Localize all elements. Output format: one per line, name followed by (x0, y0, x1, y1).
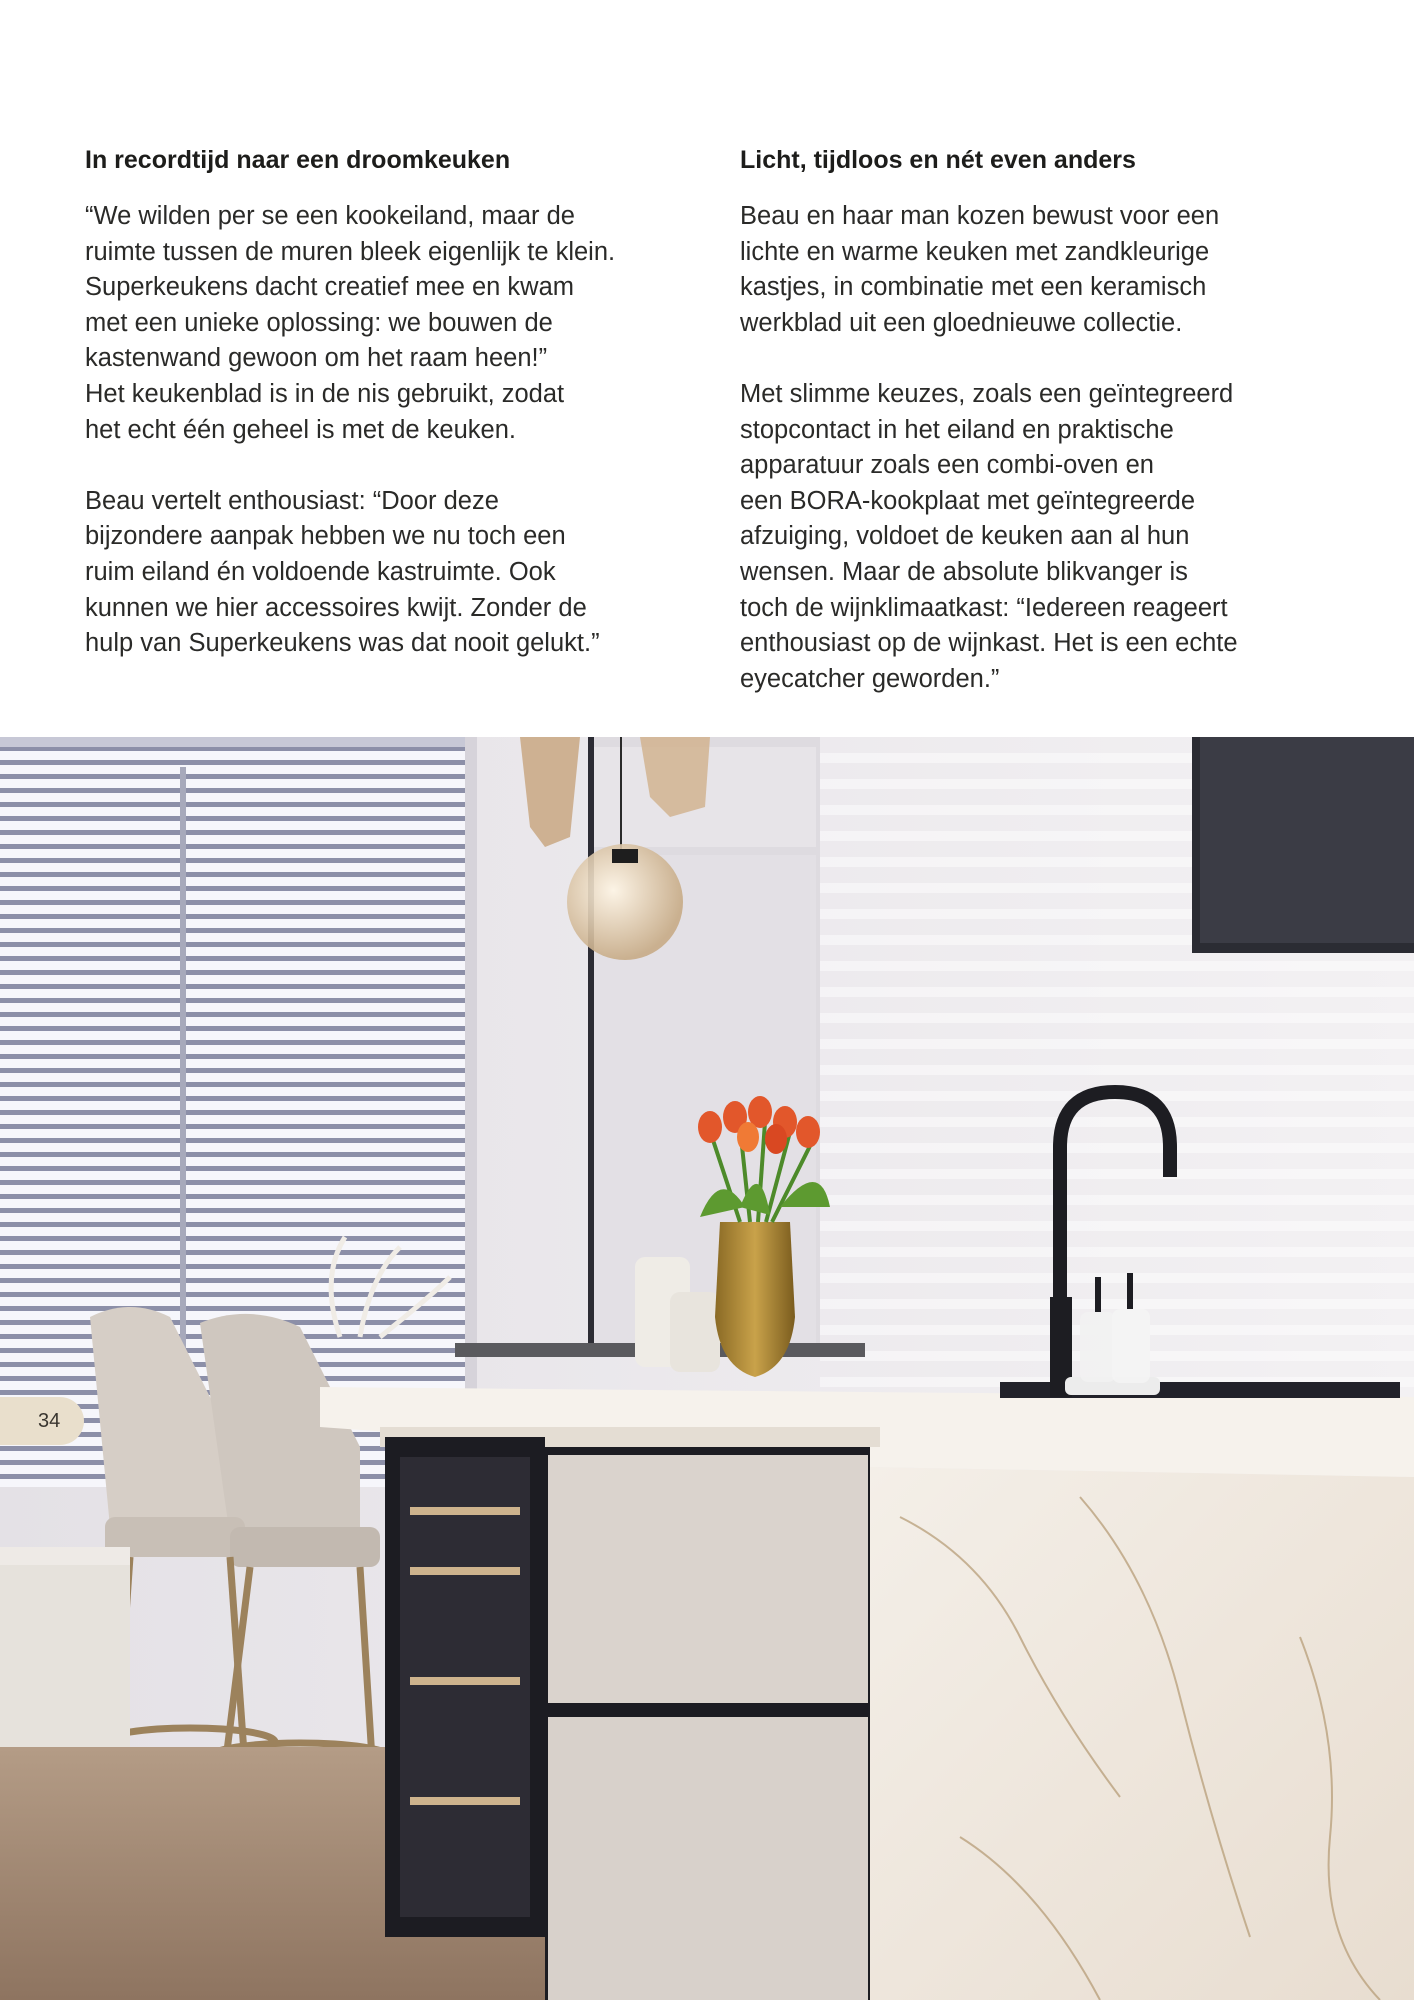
island-marble-panel (870, 1467, 1414, 2000)
left-heading: In recordtijd naar een droomkeuken (85, 146, 511, 174)
page-number-tab (0, 1397, 84, 1445)
right-column (740, 143, 1310, 697)
right-heading: Licht, tijdloos en nét even anders (740, 146, 1136, 174)
right-paragraph-1: Beau en haar man kozen bewust voor een lichte en warme keuken met zandkleurige kastjes, in combinatie met een keramisch werkblad uit een gloednieuwe collectie. (740, 202, 1220, 337)
left-paragraph-2: Beau vertelt enthousiast: “Door deze bijzondere aanpak hebben we nu toch een ruim eiland én voldoende kastruimte. Ook kunnen we hier accessoires kwijt. Zonder de hulp van Superkeukens was dat nooit gelukt.” (85, 486, 600, 658)
right-paragraph-2: Met slimme keuzes, zoals een geïntegreerd stopcontact in het eiland en praktische apparatuur zoals een combi-oven en een BORA-kookplaat met geïntegreerde afzuiging, voldoet de keuken aan al hun wensen. Maar de absolute blikvanger is toch de wijnklimaatkast: “Iedereen reageert enthousiast op de wijnkast. Het is een echte eyecatcher geworden.” (740, 379, 1238, 693)
left-paragraph-1: “We wilden per se een kookeiland, maar de ruimte tussen de muren bleek eigenlijk te klein. Superkeukens dacht creatief mee en kwam met een unieke oplossing: we bouwen de kastenwand gewoon om het raam heen!” Het keukenblad is in de nis gebruikt, zodat het echt één geheel is met de keuken. (85, 202, 616, 444)
left-column (85, 143, 685, 662)
island-drawer-lower (548, 1717, 868, 2000)
gold-vase (715, 1222, 795, 1377)
island-drawer-upper (548, 1455, 868, 1703)
page-number: 34 (38, 1409, 61, 1432)
kitchen-photo (0, 737, 1414, 2000)
